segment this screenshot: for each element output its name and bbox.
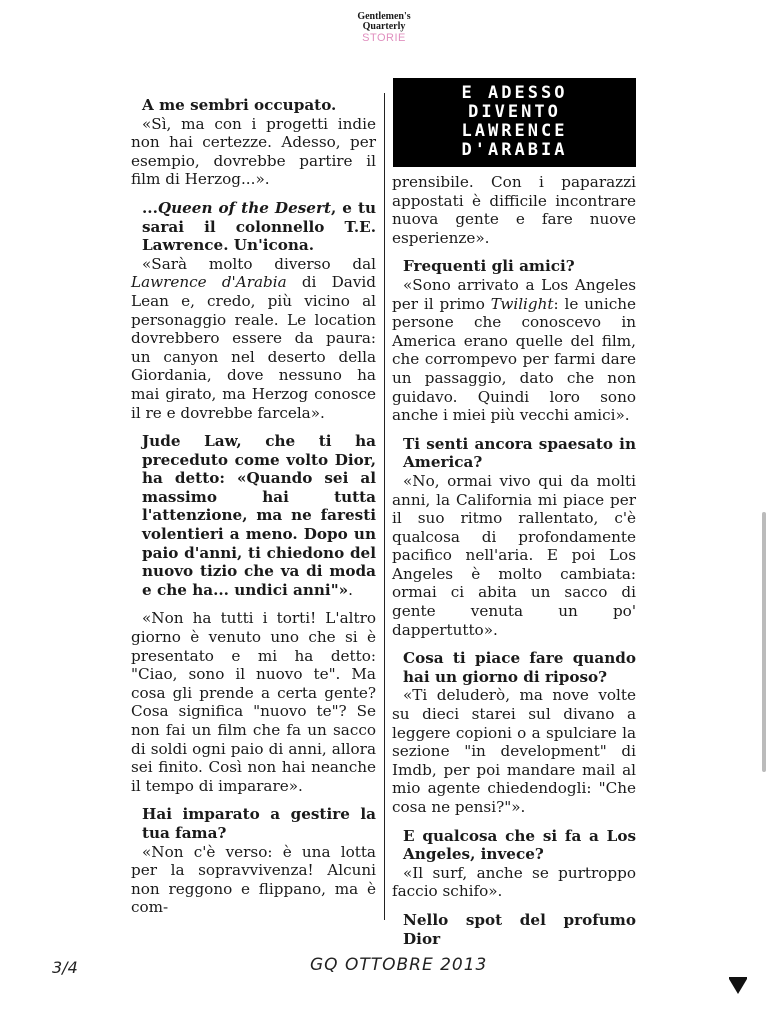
pull-quote-line: LAWRENCE — [461, 121, 568, 141]
answer-text: «Sarà molto diverso dal — [142, 254, 376, 273]
answer-text: «Sono arrivato a Los Angeles per il primo — [392, 275, 636, 313]
question: Nello spot del profumo Dior — [403, 910, 636, 948]
scrollbar[interactable] — [762, 512, 766, 772]
question-text: Jude Law, che ti ha preceduto come volto Dior, ha detto: «Quando sei al massimo hai tutta l'attenzione, ma ne faresti volentieri a meno. Dopo un paio d'anni, ti chiedono del nuovo tizio che va di moda e che ha... undici anni"» — [142, 432, 376, 599]
question-tail: . — [348, 580, 353, 599]
question-text: , e tu sarai il colonnello T.E. Lawrence. Un'icona. — [142, 198, 376, 255]
pull-quote — [393, 78, 636, 167]
answer: prensibile. Con i paparazzi appostati è difficile incontrare nuova gente e fare nuove esperienze». — [392, 173, 636, 247]
column-divider — [384, 93, 385, 920]
pull-quote-line: DIVENTO — [468, 102, 561, 122]
answer: «Il surf, anche se purtroppo faccio schifo». — [392, 863, 636, 901]
right-column — [392, 173, 636, 948]
question — [131, 432, 376, 599]
page-number: 3/4 — [52, 958, 78, 977]
answer: «Non ha tutti i torti! L'altro giorno è venuto uno che si è presentato e mi ha detto: "Ciao, sono il nuovo te". Ma cosa gli prende a certa gente? Cosa significa "nuovo te"? Se non fai un film che fa un sacco di soldi ogni paio di anni, allora sei finito. Così non hai neanche il tempo di imparare». — [131, 609, 376, 795]
left-column — [131, 96, 376, 917]
film-title: Lawrence d'Arabia — [131, 273, 287, 292]
answer: «No, ormai vivo qui da molti anni, la California mi piace per il suo ritmo rallentato, c'è qualcosa di profondamente pacifico nell'aria. E poi Los Angeles è molto cambiata: ormai ci abita un sacco di gente venuta un po' dappertutto». — [392, 471, 636, 639]
answer-text: : le uniche persone che conoscevo in America erano quelle del film, che corrompevo per farmi dare un passaggio, dato che non guidavo. Quindi loro sono anche i miei più vecchi amici». — [392, 294, 636, 425]
ellipsis: ... — [142, 198, 158, 217]
masthead — [0, 12, 768, 44]
answer — [131, 255, 376, 422]
question — [131, 199, 376, 255]
pull-quote-line: E ADESSO — [461, 83, 568, 103]
question: Frequenti gli amici? — [403, 257, 575, 276]
answer: «Ti deluderò, ma nove volte su dieci starei sul divano a leggere copioni o a spulciare la sezione "in development" di Imdb, per poi mandare mail al mio agente chiedendogli: "Che cosa ne pensi?"». — [392, 686, 636, 816]
film-title: Twilight — [490, 294, 554, 313]
answer-text: di David Lean e, credo, più vicino al personaggio reale. Le location dovrebbero essere da paura: un canyon nel deserto della Giordania, dove nessuno ha mai girato, ma Herzog conosce il re e dovrebbe farcela». — [131, 273, 376, 422]
question: E qualcosa che si fa a Los Angeles, invece? — [403, 826, 636, 864]
question: Ti senti ancora spaesato in America? — [403, 434, 636, 472]
question: Cosa ti piace fare quando hai un giorno di riposo? — [403, 649, 636, 686]
answer — [392, 276, 636, 425]
pull-quote-line: D'ARABIA — [461, 140, 568, 160]
question: A me sembri occupato. — [142, 96, 337, 114]
issue-title: GQ OTTOBRE 2013 — [310, 955, 488, 975]
answer: «Non c'è verso: è una lotta per la sopravvivenza! Alcuni non reggono e flippano, ma è com- — [131, 842, 376, 917]
masthead-line1: Gentlemen's — [357, 11, 411, 22]
masthead-line2: Quarterly — [362, 21, 406, 32]
answer: «Sì, ma con i progetti indie non hai certezze. Adesso, per esempio, dovrebbe partire il film di Herzog...». — [131, 114, 376, 189]
section-label: STORIE — [362, 32, 406, 44]
film-title: Queen of the Desert — [157, 198, 331, 217]
download-arrow-icon[interactable] — [729, 979, 747, 994]
question: Hai imparato a gestire la tua fama? — [142, 805, 376, 842]
